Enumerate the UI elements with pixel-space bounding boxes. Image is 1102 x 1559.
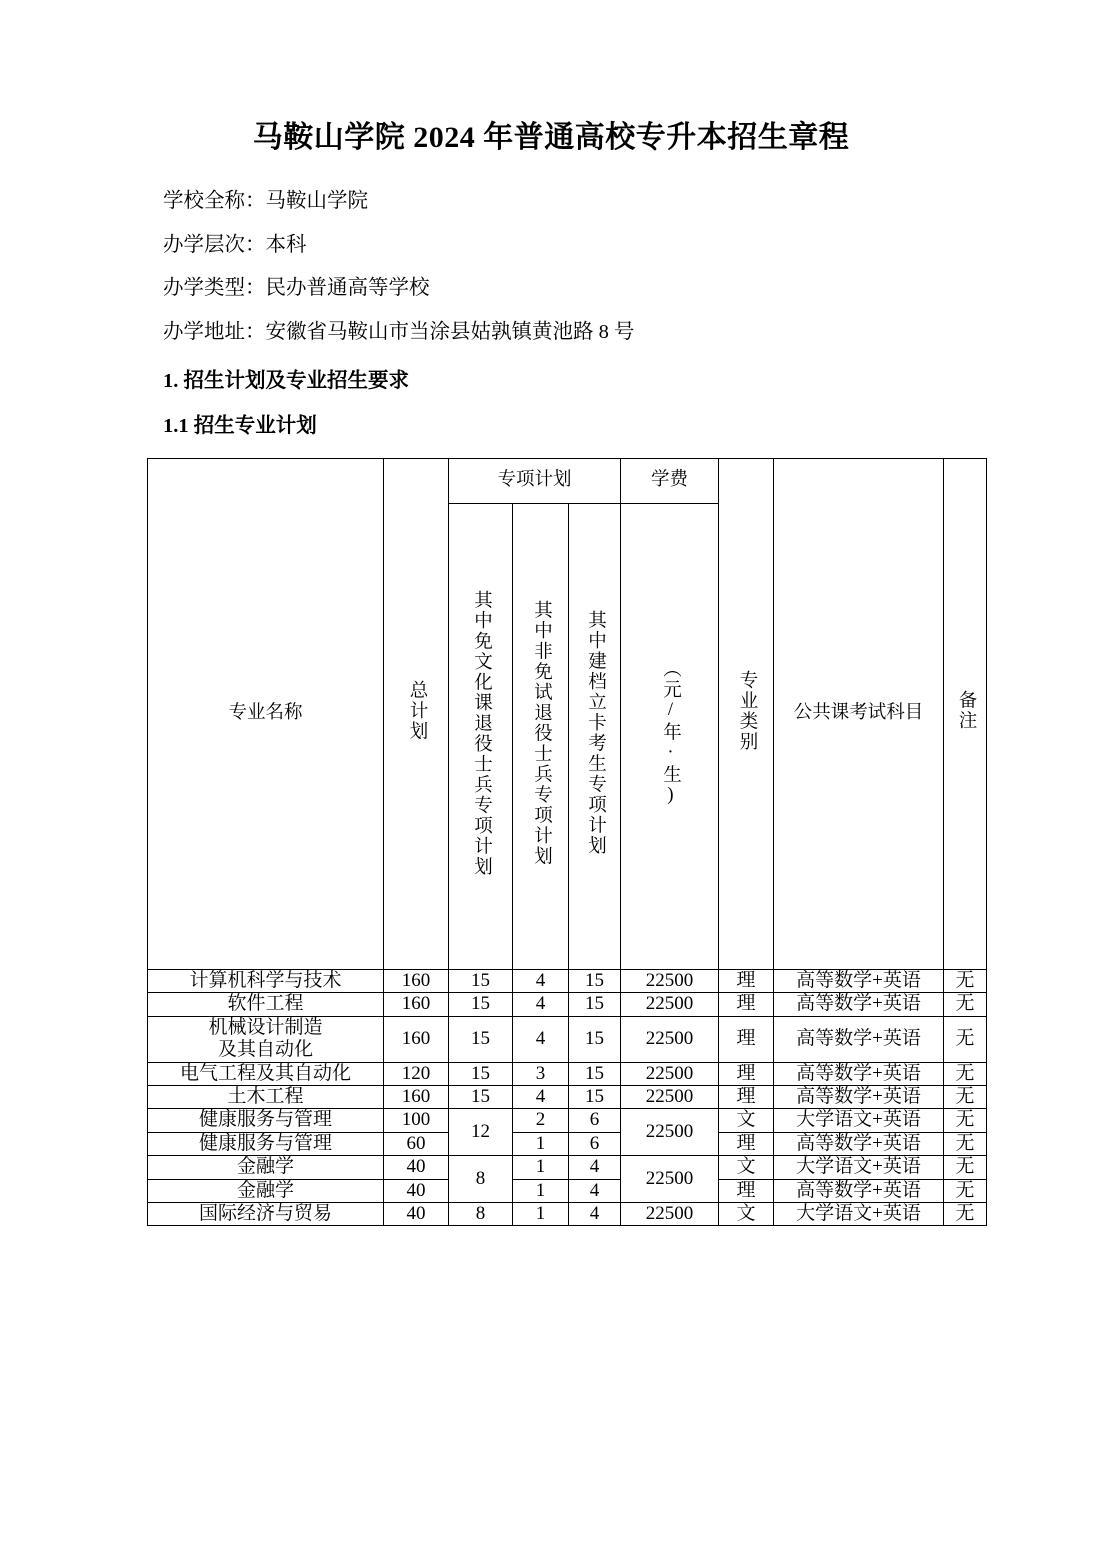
cell-nonexempt: 4 [513,1086,569,1109]
cell-remark: 无 [944,1179,987,1202]
cell-remark: 无 [944,1062,987,1085]
cell-total: 40 [384,1179,449,1202]
header-tuition-group: 学费 [621,459,719,504]
cell-poverty: 6 [569,1109,621,1132]
cell-tuition: 22500 [621,1062,719,1085]
section-heading-1: 1. 招生计划及专业招生要求 [163,370,409,392]
cell-category: 理 [719,970,774,993]
cell-major-line-2: 及其自动化 [217,1039,313,1061]
cell-nonexempt: 1 [513,1132,569,1155]
cell-nonexempt: 1 [513,1156,569,1179]
header-tuition-unit: （元/年·生) [621,504,719,970]
cell-remark: 无 [944,993,987,1016]
intro-line-address: 办学地址：安徽省马鞍山市当涂县姑孰镇黄池路 8 号 [163,320,635,343]
header-special-plan-group: 专项计划 [449,459,621,504]
cell-exempt: 15 [449,993,513,1016]
intro-line-type: 办学类型：民办普通高等学校 [163,277,430,299]
cell-tuition-merged: 22500 [621,1156,719,1203]
cell-major: 健康服务与管理 [148,1132,384,1155]
section-heading-1-1: 1.1 招生专业计划 [163,414,317,437]
header-public-exam-subjects: 公共课考试科目 [774,459,944,970]
cell-major [148,1016,384,1062]
cell-nonexempt: 1 [513,1203,569,1226]
cell-category: 文 [719,1109,774,1132]
cell-subjects: 高等数学+英语 [774,993,944,1016]
cell-subjects: 大学语文+英语 [774,1109,944,1132]
cell-total: 40 [384,1156,449,1179]
table-row [148,1062,987,1085]
cell-nonexempt: 4 [513,970,569,993]
cell-category: 理 [719,1062,774,1085]
table-row [148,1203,987,1226]
table-group-header-row [148,459,987,504]
cell-category: 理 [719,1016,774,1062]
cell-subjects: 高等数学+英语 [774,1132,944,1155]
cell-exempt: 15 [449,1062,513,1085]
cell-remark: 无 [944,1086,987,1109]
cell-category: 理 [719,1132,774,1155]
cell-poverty: 4 [569,1179,621,1202]
cell-nonexempt: 1 [513,1179,569,1202]
table-row [148,1016,987,1062]
cell-major: 软件工程 [148,993,384,1016]
cell-major: 金融学 [148,1156,384,1179]
header-remarks: 备注 [944,459,987,970]
cell-major-line-1: 机械设计制造 [208,1016,323,1038]
cell-subjects: 高等数学+英语 [774,1016,944,1062]
cell-major: 国际经济与贸易 [148,1203,384,1226]
cell-subjects: 大学语文+英语 [774,1156,944,1179]
cell-poverty: 15 [569,993,621,1016]
cell-major: 健康服务与管理 [148,1109,384,1132]
cell-poverty: 15 [569,1016,621,1062]
cell-tuition-merged: 22500 [621,1109,719,1156]
cell-major: 金融学 [148,1179,384,1202]
cell-category: 理 [719,1086,774,1109]
intro-line-school-name: 学校全称：马鞍山学院 [163,190,368,212]
table-row [148,970,987,993]
cell-exempt-merged: 12 [449,1109,513,1156]
cell-poverty: 15 [569,1062,621,1085]
cell-major: 电气工程及其自动化 [148,1062,384,1085]
cell-poverty: 6 [569,1132,621,1155]
cell-remark: 无 [944,1109,987,1132]
cell-tuition: 22500 [621,1016,719,1062]
header-poverty-card-candidate: 其中建档立卡考生专项计划 [569,504,621,970]
table-row [148,1086,987,1109]
table-row [148,993,987,1016]
header-non-exempt-veteran: 其中非免试退役士兵专项计划 [513,504,569,970]
header-major-name: 专业名称 [148,459,384,970]
cell-tuition: 22500 [621,993,719,1016]
cell-nonexempt: 4 [513,1016,569,1062]
cell-total: 160 [384,993,449,1016]
cell-category: 文 [719,1203,774,1226]
cell-remark: 无 [944,1016,987,1062]
intro-line-level: 办学层次：本科 [163,233,307,256]
cell-exempt-merged: 8 [449,1156,513,1203]
plan-table-container [0,436,1102,1226]
cell-category: 理 [719,1179,774,1202]
cell-major: 土木工程 [148,1086,384,1109]
cell-total: 160 [384,970,449,993]
cell-poverty: 15 [569,970,621,993]
cell-nonexempt: 3 [513,1062,569,1085]
cell-exempt: 15 [449,970,513,993]
cell-exempt: 15 [449,1086,513,1109]
header-exempt-culture-veteran: 其中免文化课退役士兵专项计划 [449,504,513,970]
cell-poverty: 15 [569,1086,621,1109]
cell-subjects: 高等数学+英语 [774,1179,944,1202]
cell-nonexempt: 4 [513,993,569,1016]
cell-total: 100 [384,1109,449,1132]
cell-total: 60 [384,1132,449,1155]
cell-tuition: 22500 [621,1086,719,1109]
cell-total: 120 [384,1062,449,1085]
cell-subjects: 高等数学+英语 [774,970,944,993]
cell-major: 计算机科学与技术 [148,970,384,993]
cell-remark: 无 [944,970,987,993]
cell-nonexempt: 2 [513,1109,569,1132]
intro-block [0,157,1102,342]
cell-subjects: 高等数学+英语 [774,1086,944,1109]
cell-poverty: 4 [569,1156,621,1179]
table-row [148,1109,987,1132]
cell-tuition: 22500 [621,970,719,993]
header-major-category: 专业类别 [719,459,774,970]
page-title: 马鞍山学院 2024 年普通高校专升本招生章程 [252,121,850,154]
cell-remark: 无 [944,1203,987,1226]
cell-category: 理 [719,993,774,1016]
cell-remark: 无 [944,1156,987,1179]
header-total-plan: 总计划 [384,459,449,970]
cell-exempt: 8 [449,1203,513,1226]
cell-subjects: 大学语文+英语 [774,1203,944,1226]
table-row [148,1132,987,1155]
cell-total: 160 [384,1086,449,1109]
cell-total: 40 [384,1203,449,1226]
cell-remark: 无 [944,1132,987,1155]
admission-plan-table [147,458,987,1226]
cell-subjects: 高等数学+英语 [774,1062,944,1085]
table-row [148,1179,987,1202]
table-row [148,1156,987,1179]
cell-exempt: 15 [449,1016,513,1062]
cell-poverty: 4 [569,1203,621,1226]
cell-tuition: 22500 [621,1203,719,1226]
cell-total: 160 [384,1016,449,1062]
cell-category: 文 [719,1156,774,1179]
